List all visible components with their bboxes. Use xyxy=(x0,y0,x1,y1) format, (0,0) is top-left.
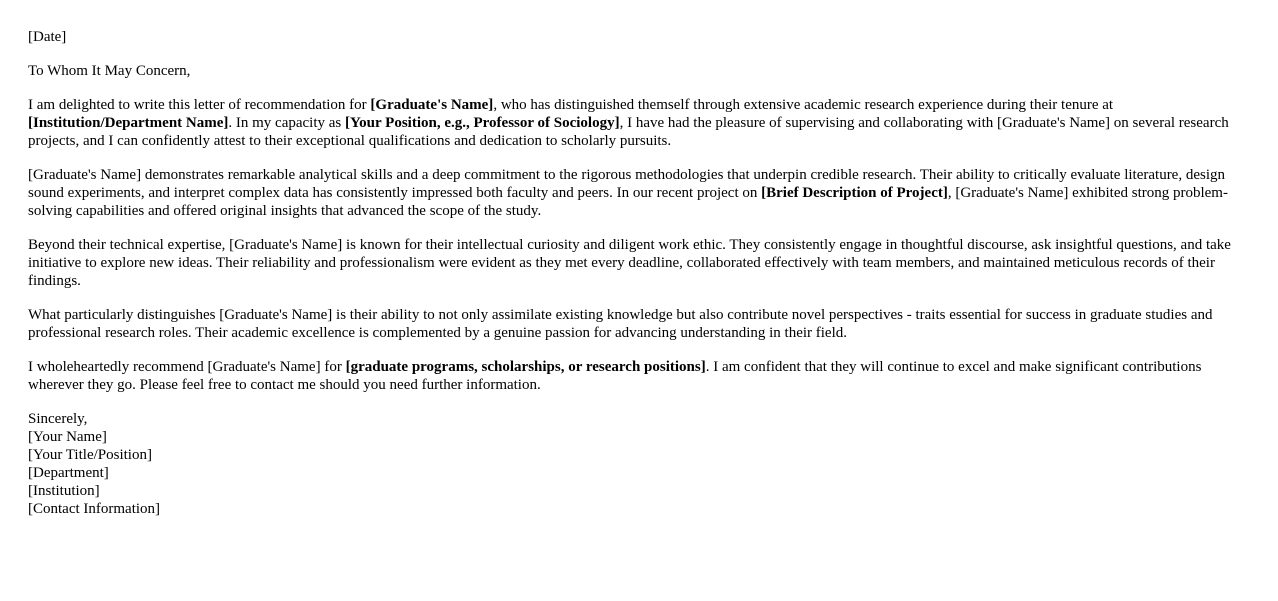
signer-department: [Department] xyxy=(28,465,109,481)
position-placeholder: [Your Position, e.g., Professor of Sociology] xyxy=(345,115,620,131)
p5-text-1: I wholeheartedly recommend [Graduate's Name] for xyxy=(28,359,346,375)
paragraph-character: Beyond their technical expertise, [Graduate's Name] is known for their intellectual curiosity and diligent work ethic. They consistently engage in thoughtful discourse, ask insightful questions, and take initiative to explore new ideas. Their reliability and professionalism were evident as they met every deadline, collaborated effectively with team members, and maintained meticulous records of their findings. xyxy=(28,237,1231,289)
letter-date: [Date] xyxy=(28,29,67,45)
letter-salutation: To Whom It May Concern, xyxy=(28,63,191,79)
signer-institution: [Institution] xyxy=(28,483,100,499)
p1-text-2: , who has distinguished themself through extensive academic research experience during their tenure at xyxy=(493,97,1114,113)
institution-placeholder: [Institution/Department Name] xyxy=(28,115,229,131)
p1-text-4: , I have had the pleasure of supervising and collaborating with [Graduate's Name] on several research projects, and I can confidently attest to their exceptional qualifications and dedication to scholarly pursuits. xyxy=(28,115,1229,149)
p1-text-1: I am delighted to write this letter of recommendation for xyxy=(28,97,371,113)
paragraph-distinction: What particularly distinguishes [Graduate's Name] is their ability to not only assimilate existing knowledge but also contribute novel perspectives - traits essential for success in graduate studies and professional research roles. Their academic excellence is complemented by a genuine passion for advancing understanding in their field. xyxy=(28,307,1213,341)
p1-text-3: . In my capacity as xyxy=(228,115,346,131)
paragraph-skills xyxy=(28,166,1252,220)
signer-contact: [Contact Information] xyxy=(28,501,161,517)
project-placeholder: [Brief Description of Project] xyxy=(761,185,948,201)
p2-text-2: , [Graduate's Name] exhibited strong problem-solving capabilities and offered original insights that advanced the scope of the study. xyxy=(28,185,1228,219)
graduate-name-placeholder: [Graduate's Name] xyxy=(370,97,494,113)
signer-name: [Your Name] xyxy=(28,429,107,445)
closing: Sincerely, xyxy=(28,411,88,427)
signer-title: [Your Title/Position] xyxy=(28,447,152,463)
paragraph-introduction xyxy=(28,96,1252,150)
paragraph-recommendation xyxy=(28,358,1252,394)
p5-text-2: . I am confident that they will continue to excel and make significant contributions wherever they go. Please feel free to contact me should you need further information. xyxy=(28,359,1202,393)
p2-text-1: [Graduate's Name] demonstrates remarkable analytical skills and a deep commitment to the rigorous methodologies that underpin credible research. Their ability to critically evaluate literature, design sound experiments, and interpret complex data has consistently impressed both faculty and peers. In our recent project on xyxy=(28,167,1226,201)
programs-placeholder: [graduate programs, scholarships, or research positions] xyxy=(345,359,706,375)
signature-block xyxy=(28,410,1252,518)
